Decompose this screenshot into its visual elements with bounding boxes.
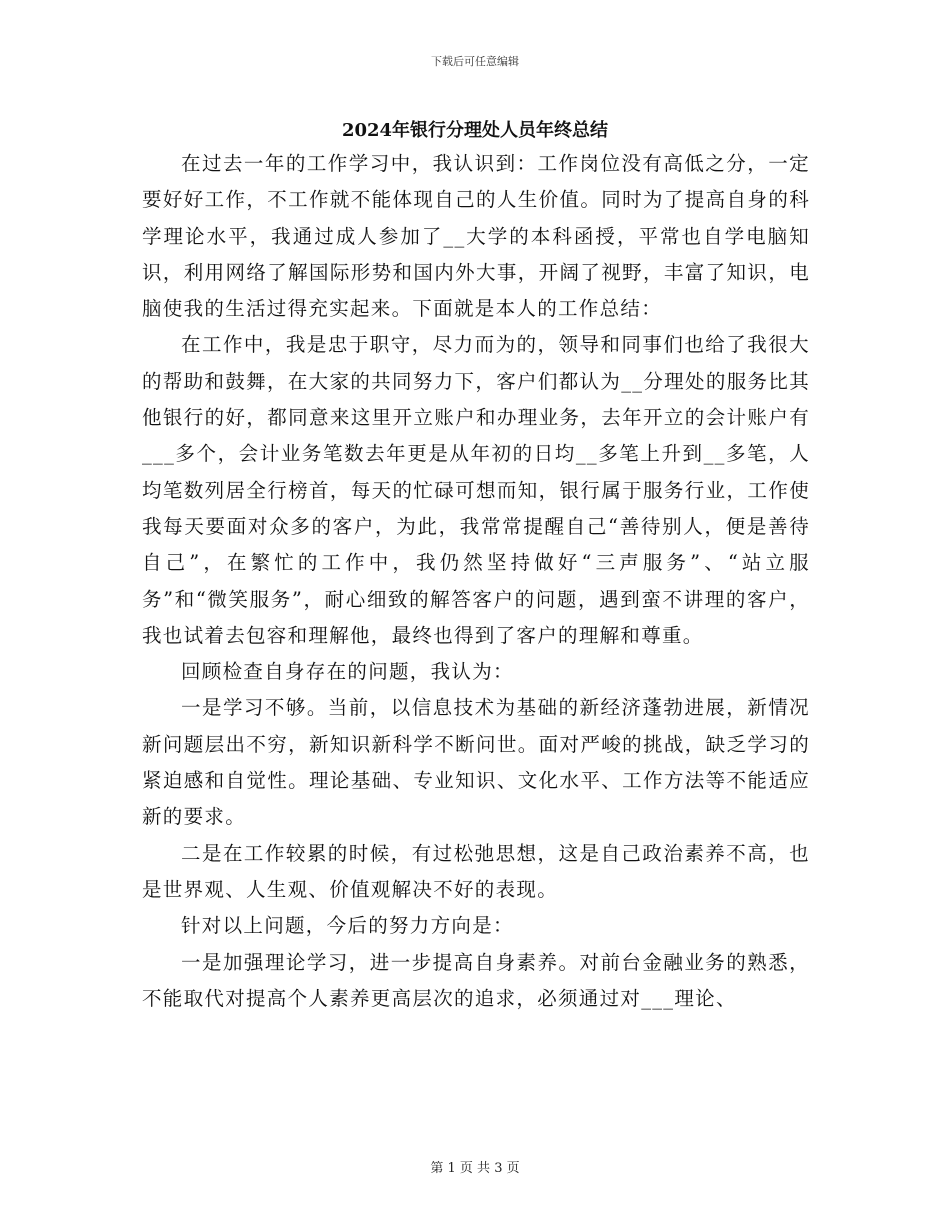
document-body — [142, 146, 810, 1017]
paragraph: 针对以上问题，今后的努力方向是： — [181, 914, 514, 938]
paragraph: 在工作中，我是忠于职守，尽力而为的，领导和同事们也给了我很大的帮助和鼓舞，在大家的共同努力下，客户们都认为__分理处的服务比其他银行的好，都同意来这里开立账户和办理业务，去年开立的会计账户有___多个，会计业务笔数去年更是从年初的日均__多笔上升到__多笔，人均笔数列居全行榜首，每天的忙碌可想而知，银行属于服务行业，工作使我每天要面对众多的客户，为此，我常常提醒自己“善待别人，便是善待自己”，在繁忙的工作中，我仍然坚持做好“三声服务”、“站立服务”和“微笑服务”，耐心细致的解答客户的问题，遇到蛮不讲理的客户，我也试着去包容和理解他，最终也得到了客户的理解和尊重。 — [142, 333, 810, 647]
page-footer: 第 1 页 共 3 页 — [430, 1161, 520, 1176]
paragraph: 一是加强理论学习，进一步提高自身素养。对前台金融业务的熟悉，不能取代对提高个人素养更高层次的追求，必须通过对___理论、 — [142, 950, 810, 1010]
paragraph: 回顾检查自身存在的问题，我认为： — [181, 660, 514, 684]
paragraph: 二是在工作较累的时候，有过松弛思想，这是自己政治素养不高，也是世界观、人生观、价值观解决不好的表现。 — [142, 841, 810, 901]
document-title: 2024年银行分理处人员年终总结 — [341, 120, 609, 141]
paragraph: 一是学习不够。当前，以信息技术为基础的新经济蓬勃进展，新情况新问题层出不穷，新知识新科学不断问世。面对严峻的挑战，缺乏学习的紧迫感和自觉性。理论基础、专业知识、文化水平、工作方法等不能适应新的要求。 — [142, 696, 810, 829]
header-note: 下载后可任意编辑 — [431, 55, 519, 68]
paragraph: 在过去一年的工作学习中，我认识到：工作岗位没有高低之分，一定要好好工作，不工作就不能体现自己的人生价值。同时为了提高自身的科学理论水平，我通过成人参加了__大学的本科函授，平常也自学电脑知识，利用网络了解国际形势和国内外大事，开阔了视野，丰富了知识，电脑使我的生活过得充实起来。下面就是本人的工作总结： — [142, 152, 810, 321]
